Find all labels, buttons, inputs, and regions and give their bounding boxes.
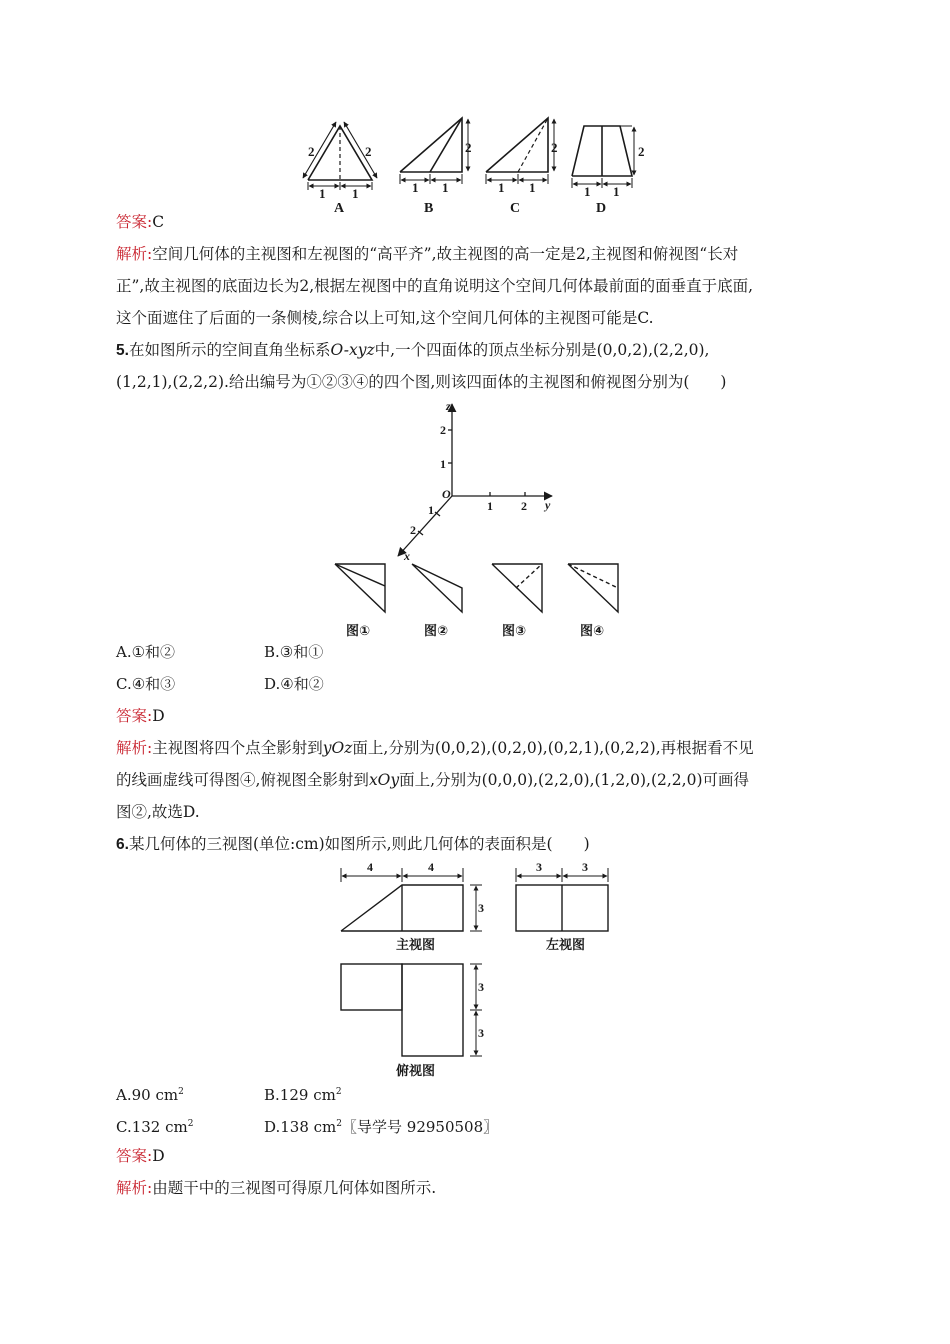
- option-text: B.129 cm: [264, 1086, 336, 1104]
- stem-text: 中,一个四面体的顶点坐标分别是(0,0,2),(2,2,0),: [374, 341, 710, 359]
- fig-top-options: [300, 118, 670, 218]
- dim-label: 4: [428, 860, 434, 874]
- answer-label: 答案:: [116, 213, 153, 231]
- q6-option-c: [116, 1114, 193, 1137]
- guide-number: 〖导学号 92950508〗: [342, 1118, 499, 1136]
- stem-math: O-xyz: [330, 341, 375, 359]
- analysis-text: 面上,分别为(0,0,2),(0,2,0),(0,2,1),(0,2,2),再根据看不见: [352, 739, 754, 757]
- q4-analysis-line-3: 这个面遮住了后面的一条侧棱,综合以上可知,这个空间几何体的主视图可能是C.: [116, 309, 654, 327]
- dim-label: 2: [551, 140, 558, 155]
- dim-label: 1: [412, 180, 419, 195]
- dim-label: 1: [442, 180, 449, 195]
- answer-value: D: [152, 707, 165, 725]
- question-number: 6.: [116, 836, 129, 853]
- dim-label: 1: [352, 186, 359, 201]
- superscript: 2: [336, 1119, 343, 1129]
- superscript: 2: [335, 1087, 342, 1097]
- view-front-label: 主视图: [396, 938, 436, 953]
- stem-text: 某几何体的三视图(单位:cm)如图所示,则此几何体的表面积是( ): [128, 835, 590, 853]
- q5-option-b: B.③和①: [264, 643, 324, 661]
- q6-option-b: [264, 1082, 342, 1105]
- origin-label: O: [442, 487, 451, 501]
- fig-label-4: 图④: [580, 624, 605, 639]
- analysis-math: xOy: [368, 771, 400, 789]
- option-text: A.90 cm: [116, 1086, 179, 1104]
- tick-y2: 2: [521, 499, 527, 513]
- option-label-d: D: [596, 201, 607, 216]
- question-number: 5.: [116, 342, 129, 359]
- stem-text: 在如图所示的空间直角坐标系: [128, 341, 331, 359]
- analysis-label: 解析:: [116, 739, 153, 757]
- q5-figures: [330, 560, 630, 616]
- q5-analysis-line-1: [116, 738, 754, 758]
- view-left-label: 左视图: [546, 938, 586, 953]
- q5-option-d: D.④和②: [264, 675, 324, 693]
- fig-label-3: 图③: [502, 624, 527, 639]
- q6-option-d: [264, 1114, 498, 1137]
- analysis-text: 主视图将四个点全影射到: [152, 739, 323, 757]
- axis-z-label: z: [446, 399, 451, 413]
- option-text: C.132 cm: [116, 1118, 188, 1136]
- view-top-label: 俯视图: [396, 1064, 436, 1079]
- dim-label: 4: [367, 860, 373, 874]
- superscript: 2: [178, 1087, 184, 1097]
- dim-label: 3: [478, 980, 484, 994]
- dim-label: 3: [478, 901, 484, 915]
- q5-analysis-line-3: 图②,故选D.: [116, 803, 200, 821]
- dim-label: 2: [465, 140, 472, 155]
- dim-label: 2: [365, 144, 372, 159]
- q5-answer: [116, 706, 165, 726]
- q6-stem: [116, 834, 590, 855]
- q4-analysis-line-2: 正”,故主视图的底面边长为2,根据左视图中的直角说明这个空间几何体最前面的面垂直于底面,: [116, 277, 754, 295]
- analysis-label: 解析:: [116, 245, 153, 263]
- q5-stem-line-2: (1,2,1),(2,2,2).给出编号为①②③④的四个图,则该四面体的主视图和俯视图分别为( ): [116, 373, 727, 391]
- answer-value: D: [152, 1147, 165, 1165]
- q4-answer: [116, 212, 164, 232]
- analysis-text: 空间几何体的主视图和左视图的“高平齐”,故主视图的高一定是2,主视图和俯视图“长对: [152, 245, 739, 263]
- dim-label: 1: [529, 180, 536, 195]
- coordinate-axes: [390, 396, 570, 566]
- q5-stem-line-1: [116, 340, 710, 361]
- q5-option-c: C.④和③: [116, 675, 176, 693]
- q6-option-a: [116, 1082, 184, 1105]
- q6-answer: [116, 1146, 165, 1166]
- option-label-c: C: [510, 201, 521, 216]
- analysis-text: 的线画虚线可得图④,俯视图全影射到: [116, 771, 369, 789]
- analysis-label: 解析:: [116, 1179, 153, 1197]
- tick-y1: 1: [487, 499, 493, 513]
- three-views: [330, 860, 620, 1060]
- tick-z2: 2: [440, 423, 446, 437]
- analysis-text: 由题干中的三视图可得原几何体如图所示.: [152, 1179, 437, 1197]
- dim-label: 2: [638, 144, 645, 159]
- option-label-b: B: [424, 201, 434, 216]
- analysis-text: 面上,分别为(0,0,0),(2,2,0),(1,2,0),(2,2,0)可画得: [399, 771, 749, 789]
- tick-z1: 1: [440, 457, 446, 471]
- dim-label: 1: [613, 184, 620, 199]
- tick-x1: 1: [428, 503, 434, 517]
- dim-label: 3: [536, 860, 542, 874]
- q5-option-a: A.①和②: [116, 643, 176, 661]
- fig-label-1: 图①: [346, 624, 371, 639]
- option-text: D.138 cm: [264, 1118, 337, 1136]
- superscript: 2: [187, 1119, 194, 1129]
- option-label-a: A: [334, 201, 345, 216]
- answer-label: 答案:: [116, 1147, 153, 1165]
- analysis-math: yOz: [322, 739, 353, 757]
- answer-label: 答案:: [116, 707, 153, 725]
- q4-analysis-line-1: [116, 244, 738, 264]
- dim-label: 1: [498, 180, 505, 195]
- tick-x2: 2: [410, 523, 416, 537]
- answer-value: C: [152, 213, 165, 231]
- dim-label: 1: [584, 184, 591, 199]
- dim-label: 2: [308, 144, 315, 159]
- dim-label: 3: [478, 1026, 484, 1040]
- dim-label: 1: [319, 186, 326, 201]
- q5-analysis-line-2: [116, 770, 749, 790]
- fig-label-2: 图②: [424, 624, 449, 639]
- dim-label: 3: [582, 860, 588, 874]
- axis-y-label: y: [545, 498, 551, 512]
- axis-x-label: x: [404, 549, 410, 563]
- q6-analysis-line-1: [116, 1178, 436, 1198]
